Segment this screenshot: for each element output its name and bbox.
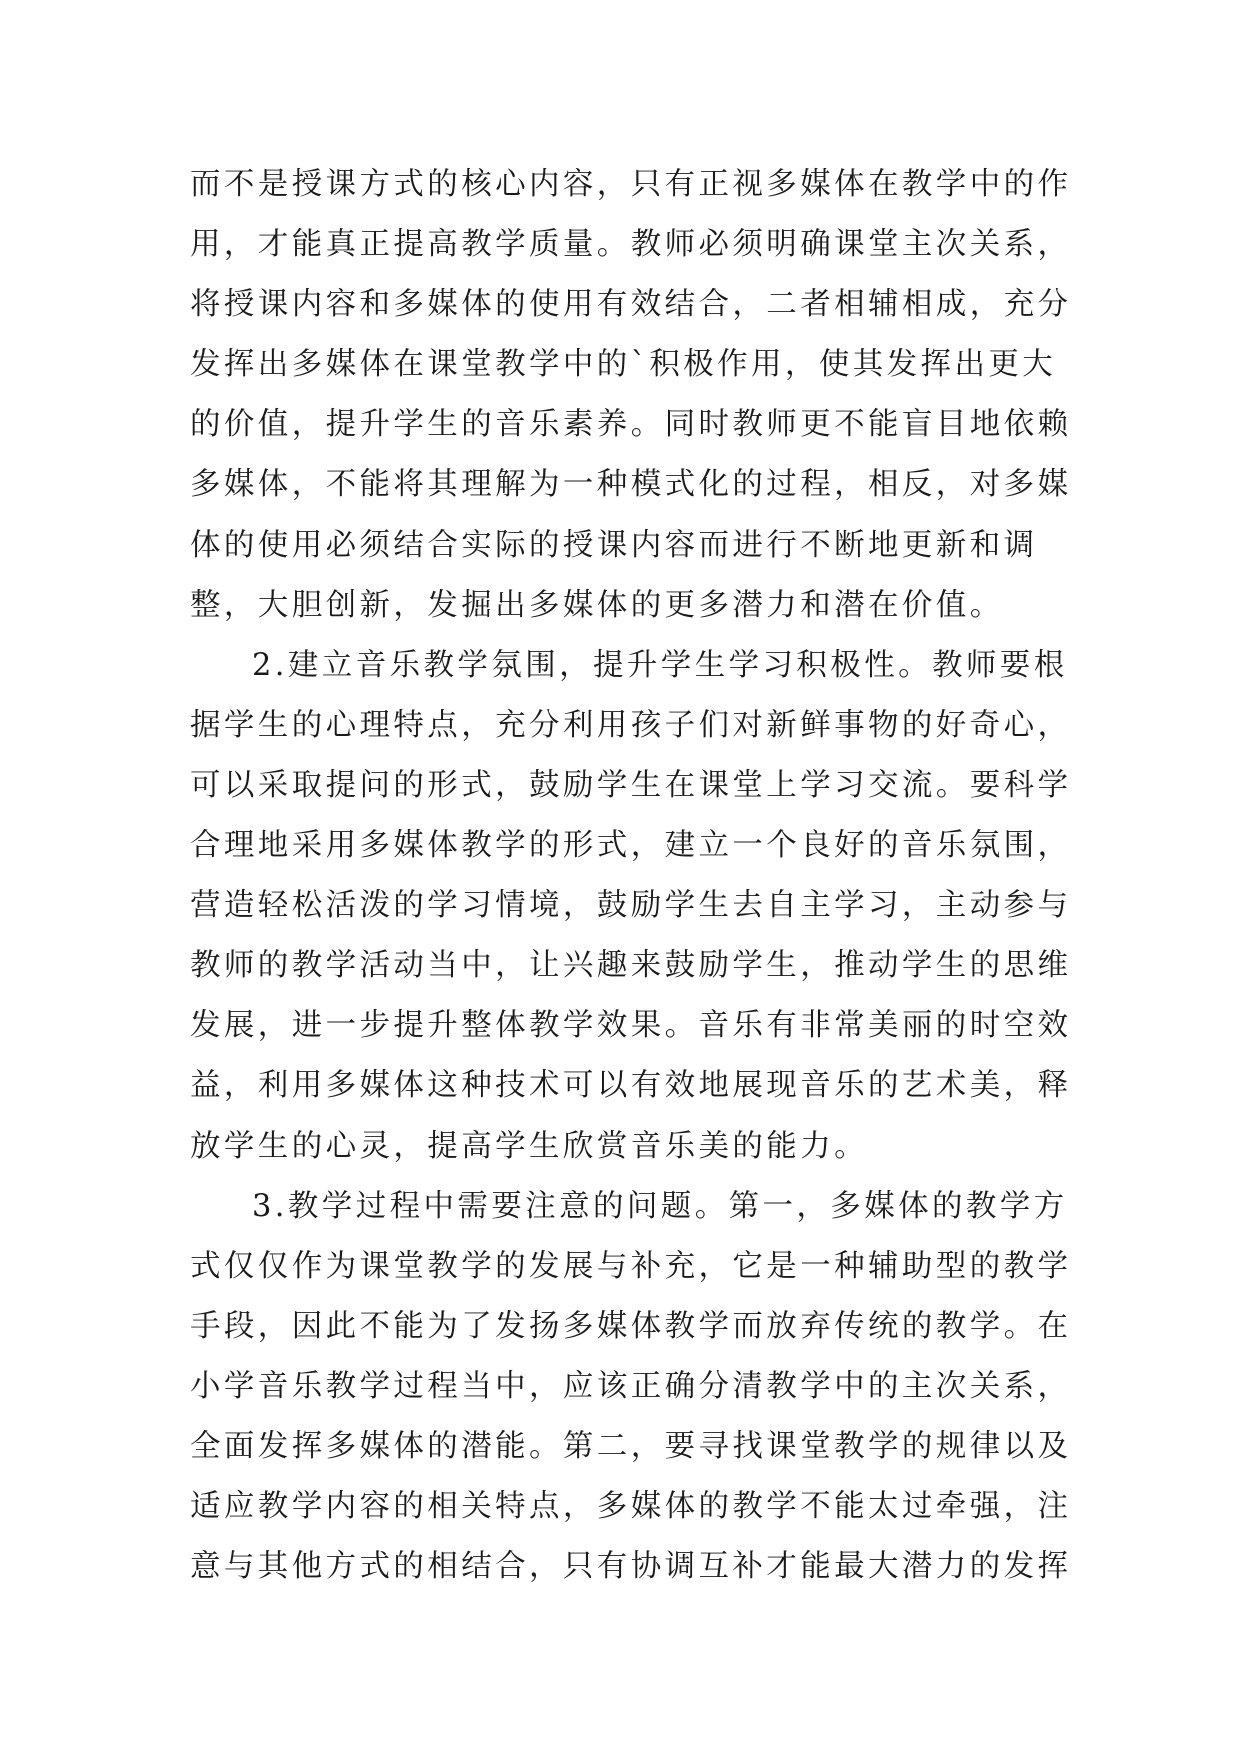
text-line: 手段，因此不能为了发扬多媒体教学而放弃传统的教学。在 [190, 1308, 1072, 1344]
text-line: 用，才能真正提高教学质量。教师必须明确课堂主次关系， [190, 227, 1072, 263]
body-text [190, 155, 1070, 1597]
text-line: 据学生的心理特点，充分利用孩子们对新鲜事物的好奇心， [190, 707, 1072, 743]
paragraph-3-first-line: 3.教学过程中需要注意的问题。第一，多媒体的教学方 [252, 1188, 1068, 1224]
text-line: 式仅仅作为课堂教学的发展与补充，它是一种辅助型的教学 [190, 1248, 1072, 1284]
text-line: 的价值，提升学生的音乐素养。同时教师更不能盲目地依赖 [190, 407, 1072, 443]
text-line: 整，大胆创新，发掘出多媒体的更多潜力和潜在价值。 [190, 587, 1004, 623]
text-line: 营造轻松活泼的学习情境，鼓励学生去自主学习，主动参与 [190, 888, 1072, 924]
paragraph-2-first-line: 2.建立音乐教学氛围，提升学生学习积极性。教师要根 [252, 647, 1068, 683]
text-line: 放学生的心灵，提高学生欣赏音乐美的能力。 [190, 1128, 868, 1164]
text-line: 多媒体，不能将其理解为一种模式化的过程，相反，对多媒 [190, 467, 1072, 503]
text-line: 适应教学内容的相关特点，多媒体的教学不能太过牵强，注 [190, 1489, 1072, 1525]
text-line: 将授课内容和多媒体的使用有效结合，二者相辅相成，充分 [190, 287, 1072, 323]
text-line: 小学音乐教学过程当中，应该正确分清教学中的主次关系， [190, 1368, 1072, 1404]
text-line: 发挥出多媒体在课堂教学中的`积极作用，使其发挥出更大 [190, 347, 1057, 383]
text-line: 而不是授课方式的核心内容，只有正视多媒体在教学中的作 [190, 167, 1072, 202]
text-line: 教师的教学活动当中，让兴趣来鼓励学生，推动学生的思维 [190, 948, 1072, 984]
text-line: 体的使用必须结合实际的授课内容而进行不断地更新和调 [190, 527, 1038, 563]
text-line: 可以采取提问的形式，鼓励学生在课堂上学习交流。要科学 [190, 767, 1072, 803]
text-line: 发展，进一步提升整体教学效果。音乐有非常美丽的时空效 [190, 1008, 1072, 1044]
text-line: 益，利用多媒体这种技术可以有效地展现音乐的艺术美，释 [190, 1068, 1072, 1104]
text-line: 全面发挥多媒体的潜能。第二，要寻找课堂教学的规律以及 [190, 1428, 1072, 1464]
text-line: 意与其他方式的相结合，只有协调互补才能最大潜力的发挥 [190, 1549, 1072, 1585]
text-line: 合理地采用多媒体教学的形式，建立一个良好的音乐氛围， [190, 828, 1072, 864]
